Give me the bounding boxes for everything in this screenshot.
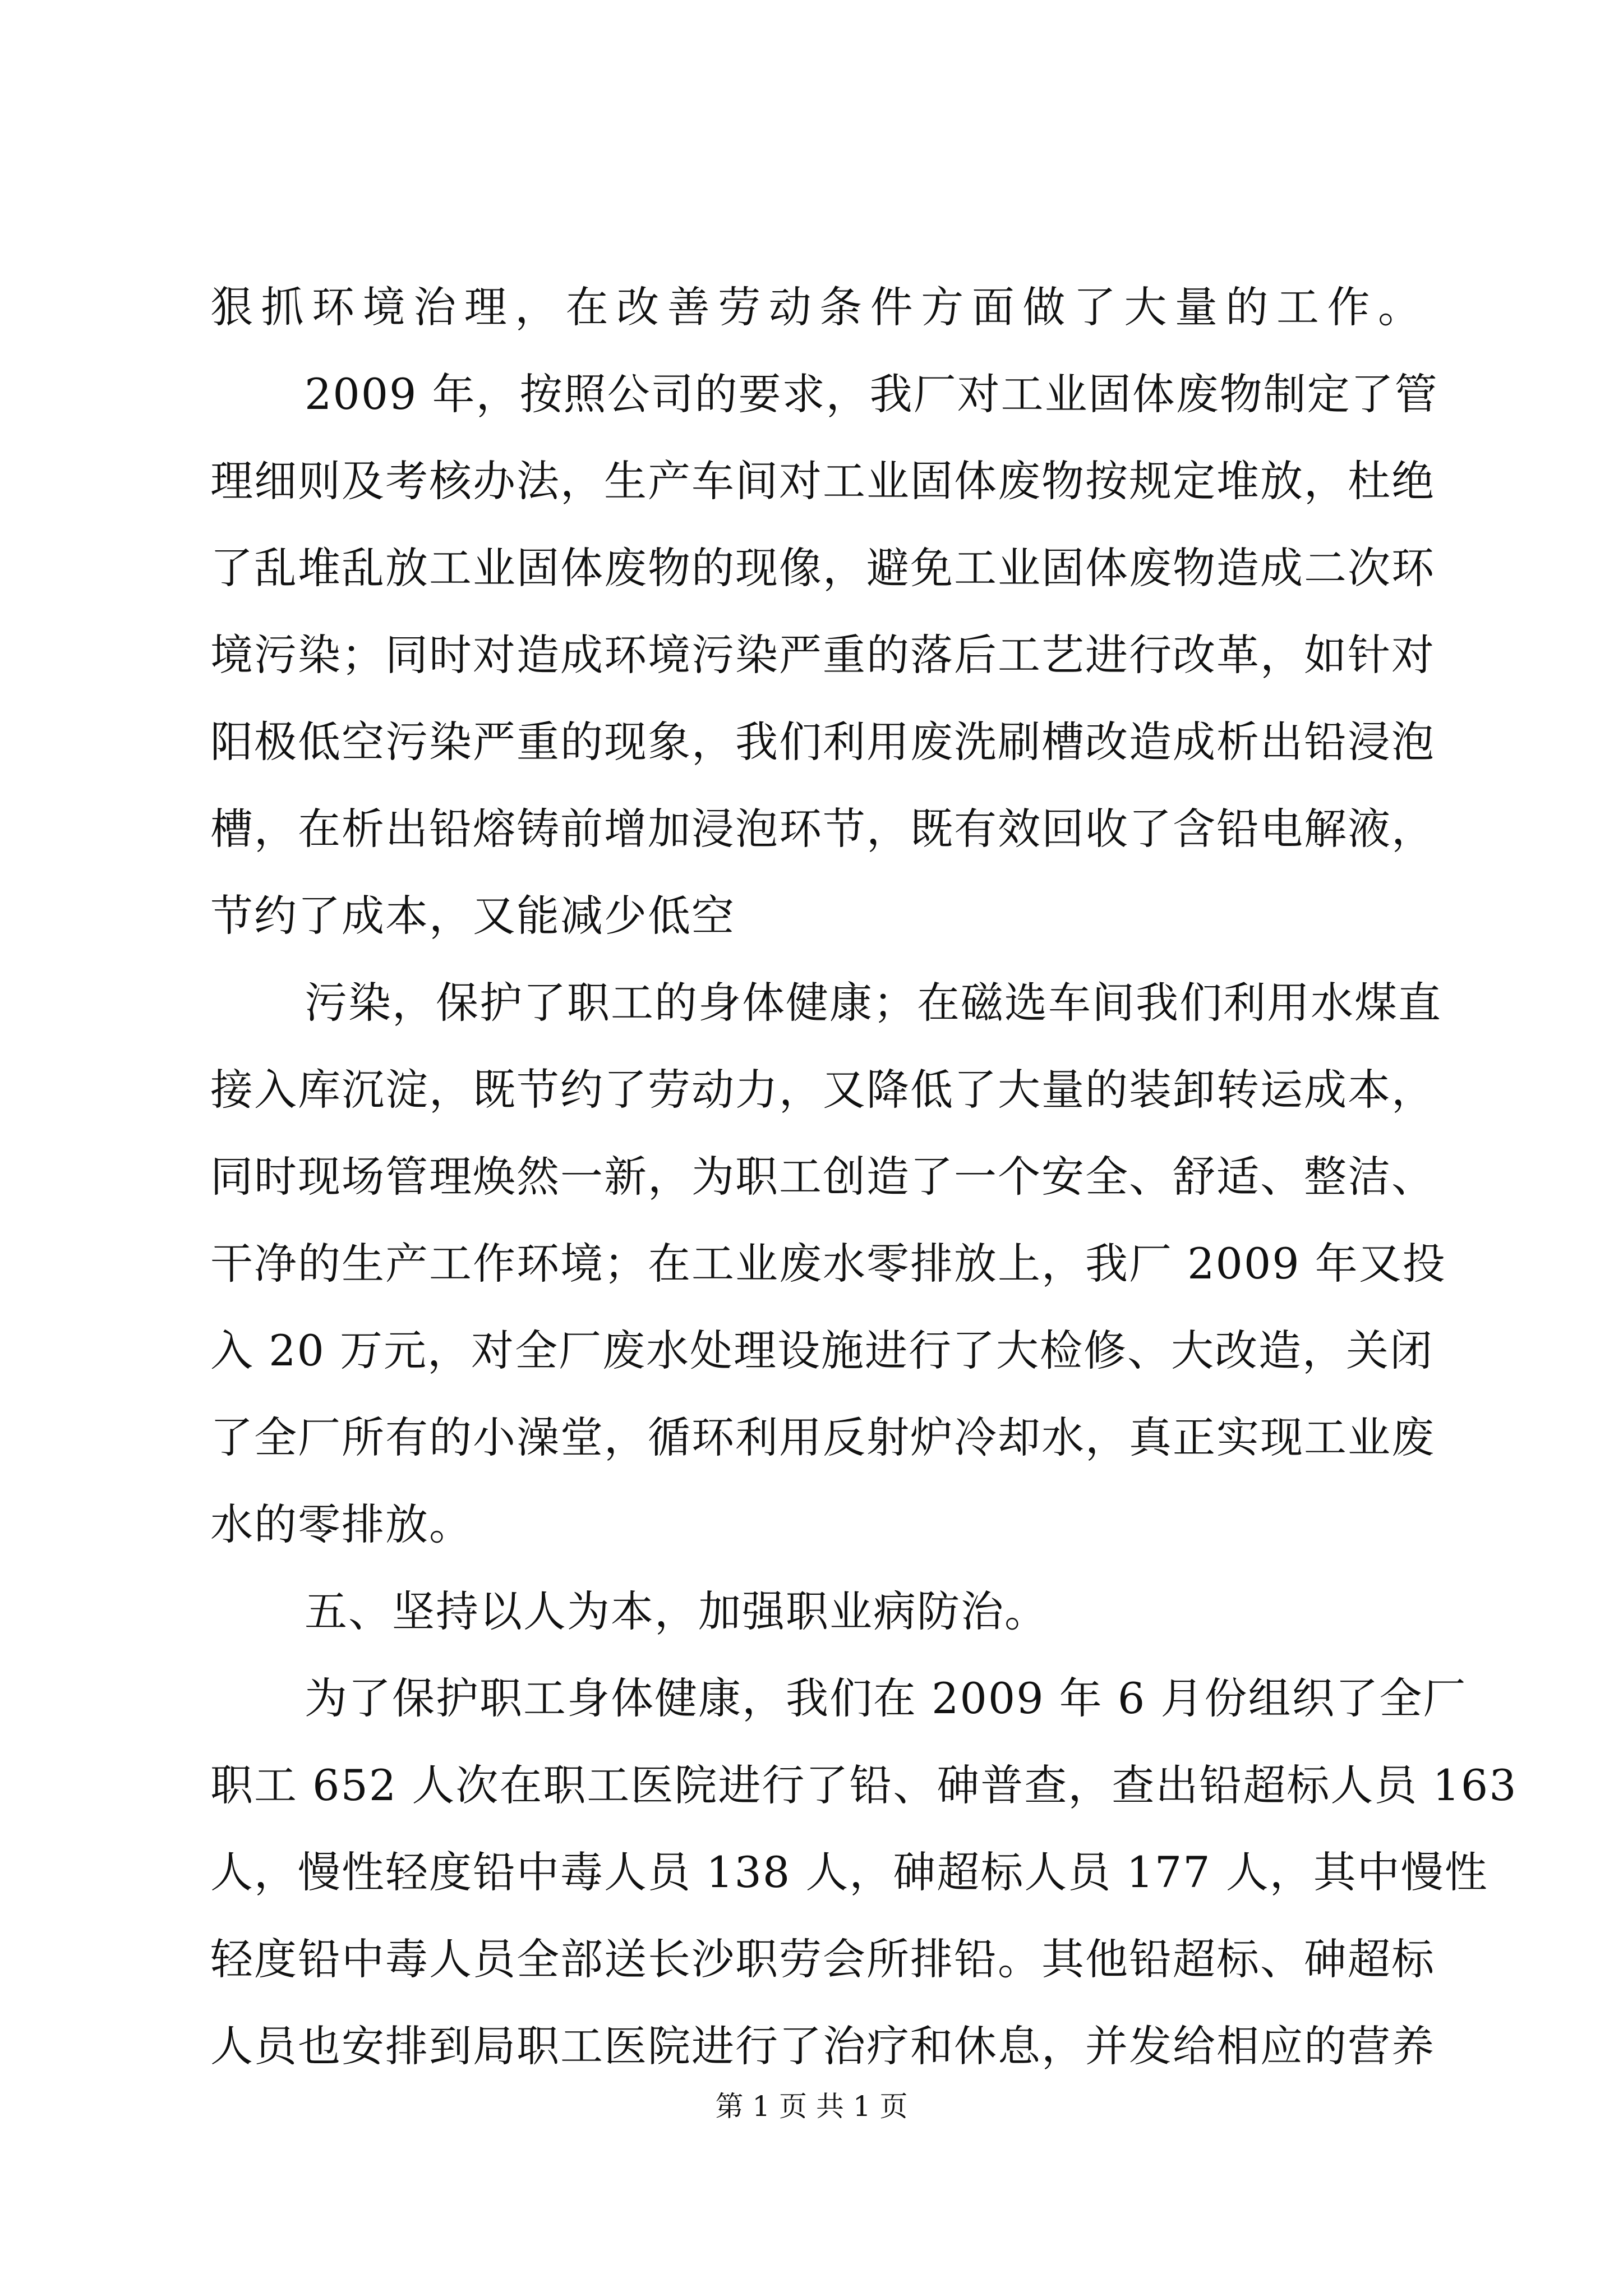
paragraph-line: 2009 年，按照公司的要求，我厂对工业固体废物制定了管 — [305, 369, 1438, 419]
paragraph-line: 水的零排放。 — [210, 1499, 473, 1549]
paragraph-line: 节约了成本，又能减少低空 — [210, 891, 735, 941]
body-text — [210, 264, 1518, 2090]
paragraph-line: 槽，在析出铅熔铸前增加浸泡环节，既有效回收了含铅电解液， — [210, 804, 1435, 854]
paragraph-line: 同时现场管理焕然一新，为职工创造了一个安全、舒适、整洁、 — [210, 1152, 1435, 1202]
paragraph-line: 境污染；同时对造成环境污染严重的落后工艺进行改革，如针对 — [210, 630, 1435, 680]
page-footer: 第 1 页 共 1 页 — [715, 2090, 908, 2123]
paragraph-line: 人员也安排到局职工医院进行了治疗和休息，并发给相应的营养 — [210, 2021, 1435, 2071]
paragraph-line: 职工 652 人次在职工医院进行了铅、砷普查，查出铅超标人员 163 — [210, 1760, 1518, 1810]
paragraph-line: 了全厂所有的小澡堂，循环利用反射炉冷却水，真正实现工业废 — [210, 1412, 1435, 1462]
paragraph-line: 理细则及考核办法，生产车间对工业固体废物按规定堆放，杜绝 — [210, 456, 1435, 506]
paragraph-line: 为了保护职工身体健康，我们在 2009 年 6 月份组织了全厂 — [305, 1673, 1467, 1723]
paragraph-line: 接入库沉淀，既节约了劳动力，又降低了大量的装卸转运成本， — [210, 1065, 1435, 1115]
paragraph-line: 干净的生产工作环境；在工业废水零排放上，我厂 2009 年又投 — [210, 1239, 1446, 1289]
section-heading: 五、坚持以人为本，加强职业病防治。 — [305, 1586, 1048, 1636]
paragraph-line: 人，慢性轻度铅中毒人员 138 人，砷超标人员 177 人，其中慢性 — [210, 1847, 1488, 1897]
paragraph-line: 污染，保护了职工的身体健康；在磁选车间我们利用水煤直 — [305, 978, 1442, 1028]
paragraph-line: 入 20 万元，对全厂废水处理设施进行了大检修、大改造，关闭 — [210, 1326, 1434, 1375]
paragraph-line: 了乱堆乱放工业固体废物的现像，避免工业固体废物造成二次环 — [210, 543, 1435, 593]
paragraph-line: 轻度铅中毒人员全部送长沙职劳会所排铅。其他铅超标、砷超标 — [210, 1934, 1435, 1984]
paragraph-line: 狠抓环境治理，在改善劳动条件方面做了大量的工作。 — [210, 282, 1422, 332]
paragraph-line: 阳极低空污染严重的现象，我们利用废洗刷槽改造成析出铅浸泡 — [210, 717, 1435, 767]
